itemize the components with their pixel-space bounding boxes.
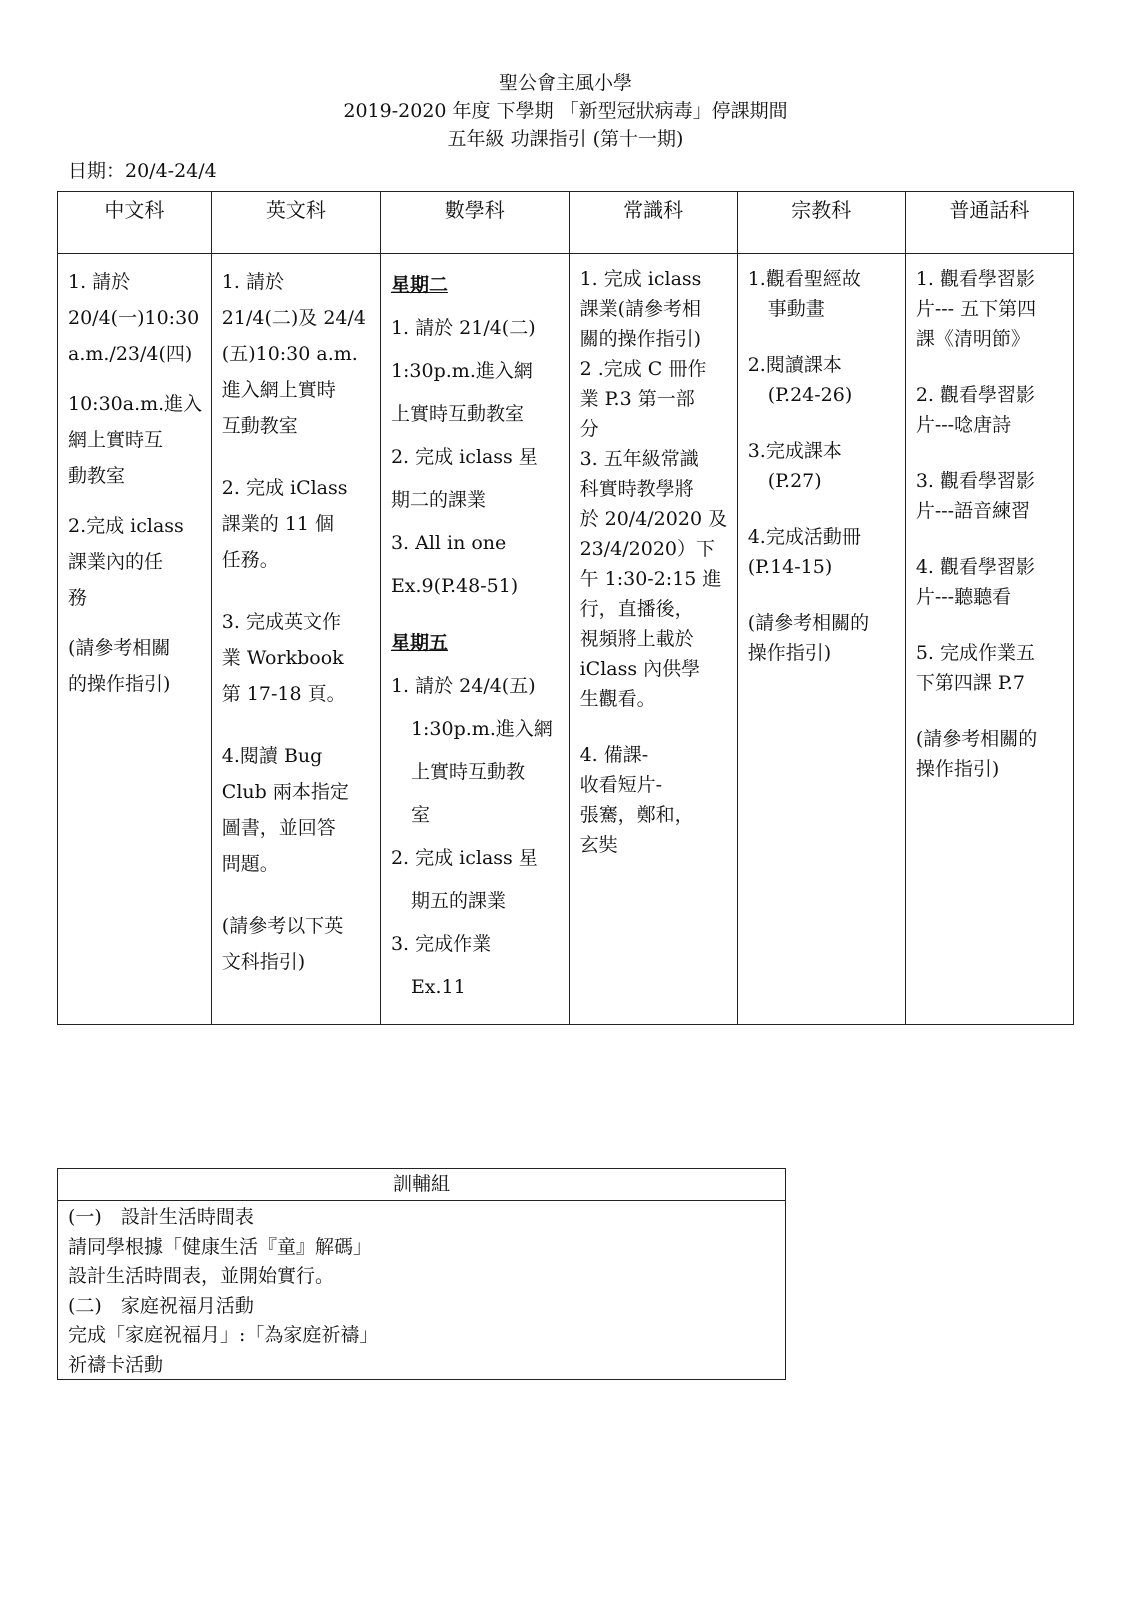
text-line: 1. 請於 21/4(二)	[390, 317, 536, 339]
text-line: 的操作指引)	[68, 673, 171, 695]
text-line: 上實時互動教室	[390, 403, 524, 425]
text-line: 4. 備課-	[579, 744, 649, 766]
school-name: 聖公會主風小學	[498, 72, 632, 94]
cell-general-studies	[569, 254, 737, 1025]
text-line: 1. 請於	[68, 271, 131, 293]
text-line: (P.14-15)	[747, 556, 833, 578]
text-line: 文科指引)	[221, 951, 306, 973]
text-line: 1:30p.m.進入網	[390, 360, 533, 382]
date-line: 日期：20/4-24/4	[68, 160, 217, 182]
text-line: 任務。	[221, 549, 279, 571]
text-line: (P.24-26)	[767, 384, 853, 406]
text-line: iClass 內供學	[579, 658, 701, 680]
text-line: 第 17-18 頁。	[221, 683, 346, 705]
text-line: (五)10:30 a.m.	[221, 343, 358, 365]
text-line: 網上實時互	[68, 429, 164, 451]
text-line: (請參考相關的	[915, 728, 1038, 750]
text-line: 4.閱讀 Bug	[221, 745, 323, 767]
text-line: 1:30p.m.進入網	[410, 718, 553, 740]
text-line: 業 P.3 第一部	[579, 388, 695, 410]
text-line: 20/4(一)10:30	[68, 307, 200, 329]
text-line: 1. 請於 24/4(五)	[390, 675, 536, 697]
text-line: 動教室	[68, 465, 126, 487]
text-line: 課《清明節》	[915, 328, 1030, 350]
text-line: 室	[410, 804, 430, 826]
text-line: 課業內的任	[68, 551, 164, 573]
text-line: 課業(請參考相	[579, 298, 701, 320]
text-line: 片---語音練習	[915, 500, 1031, 522]
text-line: 期五的課業	[410, 890, 506, 912]
text-line: 1. 請於	[221, 271, 284, 293]
text-line: 視頻將上載於	[579, 628, 694, 650]
text-line: 進入網上實時	[221, 379, 336, 401]
text-line: 3. All in one	[390, 532, 507, 554]
text-line: 上實時互動教	[410, 761, 525, 783]
cell-putonghua	[905, 254, 1073, 1025]
cell-math	[380, 254, 569, 1025]
text-line: a.m./23/4(四)	[68, 343, 193, 365]
homework-table	[57, 191, 1074, 1025]
text-line: 操作指引)	[915, 758, 1000, 780]
text-line: 3. 完成英文作	[221, 611, 341, 633]
text-line: 張騫，鄭和，	[579, 804, 694, 826]
text-line: 問題。	[221, 853, 279, 875]
header-chinese: 中文科	[58, 192, 212, 254]
table-header-row	[58, 192, 1074, 254]
text-line: 下第四課 P.7	[915, 672, 1025, 694]
text-line: 片---唸唐詩	[915, 414, 1012, 436]
text-line: (一) 設計生活時間表	[68, 1206, 254, 1228]
text-line: 3. 五年級常識	[579, 448, 699, 470]
table-body-row	[58, 254, 1074, 1025]
text-line: (請參考以下英	[221, 915, 344, 937]
header-general-studies: 常識科	[569, 192, 737, 254]
text-line: 午 1:30-2:15 進	[579, 568, 722, 590]
text-line: 科實時教學將	[579, 478, 694, 500]
text-line: 2. 完成 iclass 星	[390, 446, 538, 468]
text-line: 完成「家庭祝福月」:「為家庭祈禱」	[68, 1324, 379, 1346]
text-line: 1.觀看聖經故	[747, 268, 861, 290]
text-line: 4.完成活動冊	[747, 526, 861, 548]
text-line: 2 .完成 C 冊作	[579, 358, 707, 380]
text-line: 圖書，並回答	[221, 817, 336, 839]
text-line: 21/4(二)及 24/4	[221, 307, 366, 329]
text-line: 玄奘	[579, 834, 618, 856]
text-line: 收看短片-	[579, 774, 662, 796]
document-title: 五年級 功課指引 (第十一期)	[447, 128, 684, 150]
text-line: 設計生活時間表，並開始實行。	[68, 1265, 335, 1287]
text-line: 片---聽聽看	[915, 586, 1012, 608]
header-putonghua: 普通話科	[905, 192, 1073, 254]
text-line: (二) 家庭祝福月活動	[68, 1294, 254, 1317]
guidance-box	[57, 1168, 786, 1380]
text-line: 互動教室	[221, 415, 298, 437]
text-line: 1. 觀看學習影	[915, 268, 1035, 290]
text-line: 操作指引)	[747, 642, 832, 664]
text-line: 業 Workbook	[221, 647, 344, 669]
text-line: 分	[579, 418, 599, 440]
text-line: Ex.11	[410, 976, 466, 998]
guidance-title: 訓輔組	[58, 1169, 785, 1201]
text-line: 3. 觀看學習影	[915, 470, 1035, 492]
text-line: 3. 完成作業	[390, 933, 492, 955]
text-line: 課業的 11 個	[221, 513, 335, 535]
text-line: 生觀看。	[579, 688, 656, 710]
text-line: 1. 完成 iclass	[579, 268, 702, 290]
text-line: 2.閱讀課本	[747, 354, 842, 376]
text-line: (請參考相關	[68, 637, 171, 659]
header-math: 數學科	[380, 192, 569, 254]
text-line: 2.完成 iclass	[68, 515, 184, 537]
weekday-heading: 星期五	[390, 632, 448, 654]
weekday-heading: 星期二	[390, 274, 448, 296]
text-line: 期二的課業	[390, 489, 486, 511]
guidance-body	[58, 1201, 785, 1382]
text-line: 2. 完成 iclass 星	[390, 847, 538, 869]
header-religion: 宗教科	[737, 192, 905, 254]
text-line: Ex.9(P.48-51)	[390, 575, 519, 597]
text-line: 2. 觀看學習影	[915, 384, 1035, 406]
text-line: 事動畫	[767, 298, 825, 320]
text-line: 5. 完成作業五	[915, 642, 1035, 664]
text-line: 4. 觀看學習影	[915, 556, 1035, 578]
text-line: 2. 完成 iClass	[221, 477, 348, 499]
cell-chinese	[58, 254, 212, 1025]
document-subtitle: 2019-2020 年度 下學期 「新型冠狀病毒」停課期間	[343, 100, 788, 122]
text-line: 關的操作指引)	[579, 328, 701, 350]
text-line: 於 20/4/2020 及	[579, 508, 728, 530]
header-english: 英文科	[211, 192, 380, 254]
text-line: 請同學根據「健康生活『童』解碼」	[68, 1235, 373, 1258]
text-line: (P.27)	[767, 470, 822, 492]
cell-religion	[737, 254, 905, 1025]
text-line: 祈禱卡活動	[68, 1353, 164, 1376]
text-line: 23/4/2020）下	[579, 538, 715, 560]
text-line: 務	[68, 587, 88, 609]
cell-english	[211, 254, 380, 1025]
text-line: 3.完成課本	[747, 440, 842, 462]
text-line: (請參考相關的	[747, 612, 870, 634]
text-line: 10:30a.m.進入	[68, 393, 203, 415]
text-line: 行，直播後，	[579, 598, 694, 620]
text-line: 片--- 五下第四	[915, 298, 1037, 320]
text-line: Club 兩本指定	[221, 781, 349, 803]
